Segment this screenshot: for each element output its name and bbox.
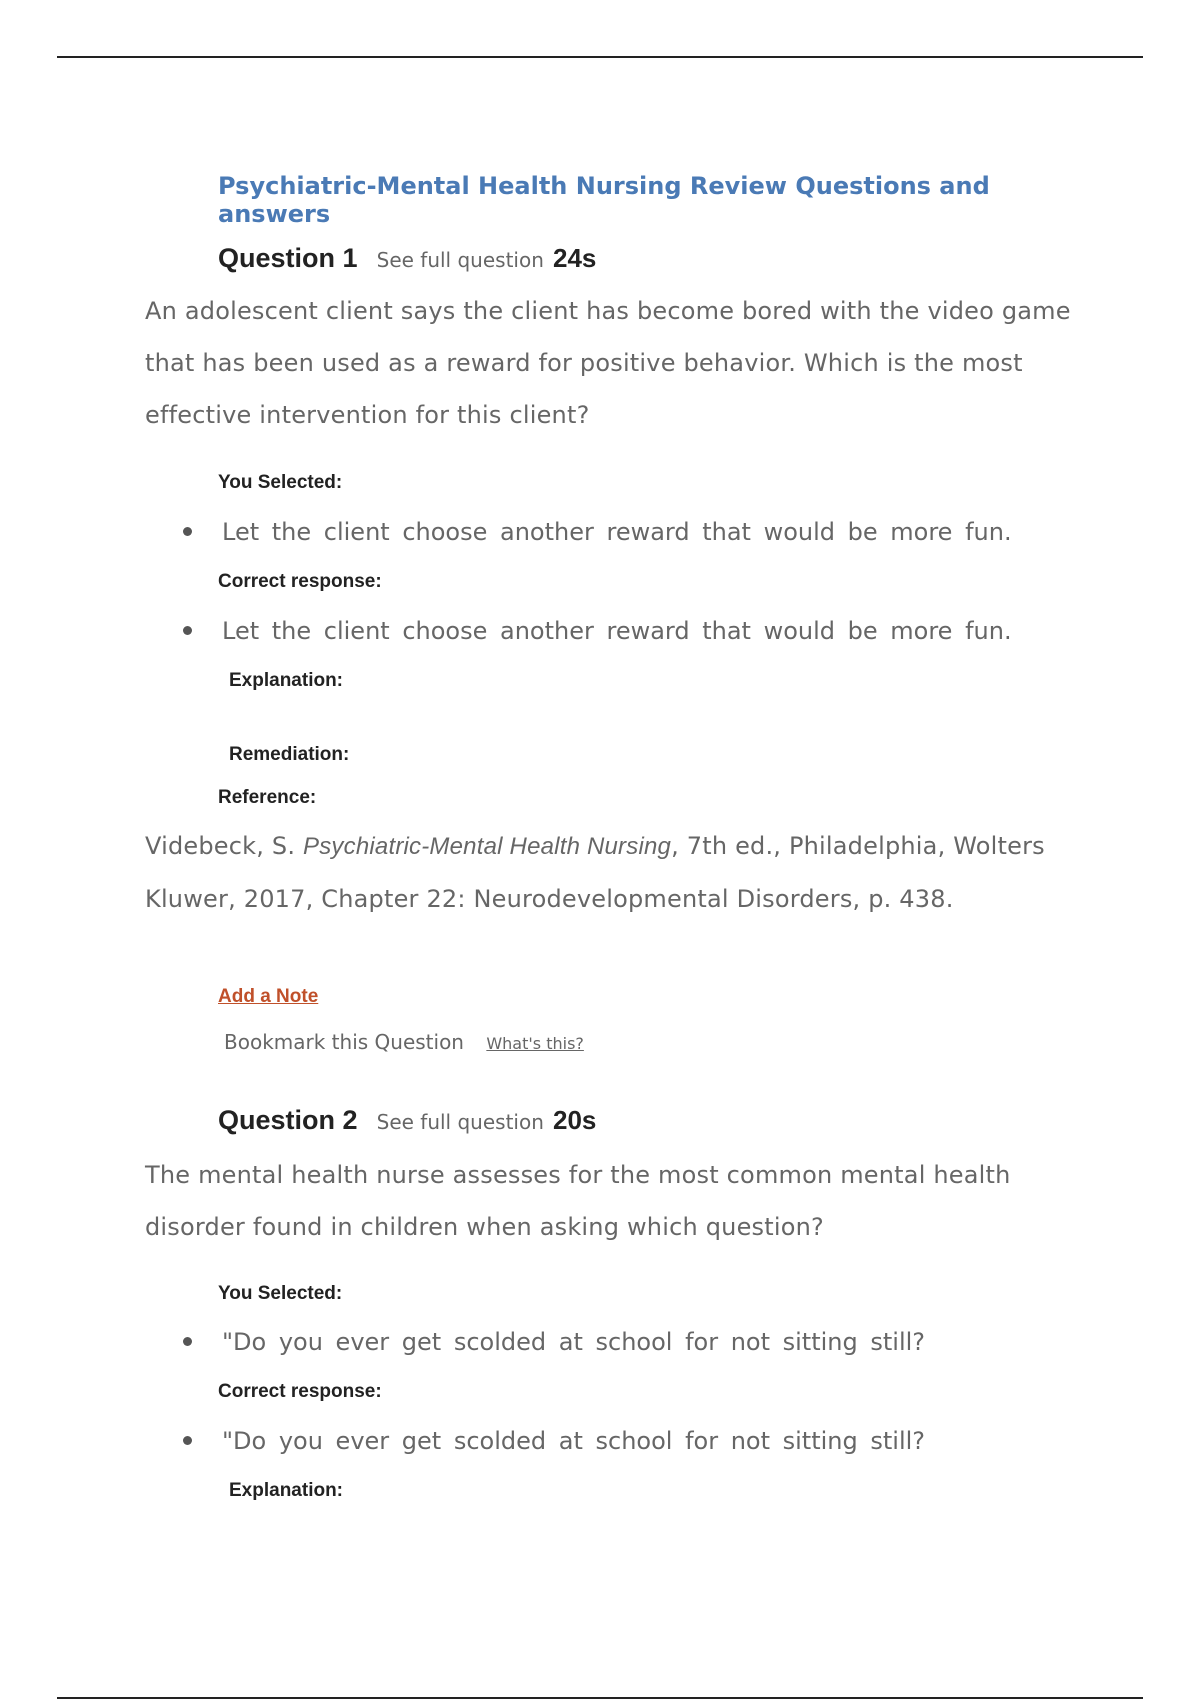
top-rule bbox=[57, 56, 1143, 58]
see-full-question-link[interactable]: See full question bbox=[376, 1110, 544, 1134]
question-1-header bbox=[218, 243, 596, 274]
answer-text: "Do you ever get scolded at school for not sitting still? bbox=[222, 1328, 926, 1356]
reference-authors: Videbeck, S. bbox=[145, 832, 304, 860]
remediation-label: Remediation: bbox=[229, 744, 350, 765]
question-label: Question 1 bbox=[218, 243, 358, 273]
you-selected-label: You Selected: bbox=[218, 1283, 343, 1304]
answer-text: "Do you ever get scolded at school for not sitting still? bbox=[222, 1427, 926, 1455]
answer-text: Let the client choose another reward that would be more fun. bbox=[222, 518, 1012, 546]
bullet-icon bbox=[183, 527, 192, 536]
reference-label: Reference: bbox=[218, 787, 317, 808]
see-full-question-link[interactable]: See full question bbox=[376, 248, 544, 272]
you-selected-answer bbox=[183, 518, 1012, 546]
bookmark-question-toggle[interactable]: Bookmark this Question bbox=[224, 1030, 464, 1054]
reference-text bbox=[145, 820, 1085, 925]
question-2-text: The mental health nurse assesses for the most common mental health disorder found in children when asking which question? bbox=[145, 1161, 1011, 1241]
you-selected-answer bbox=[183, 1328, 925, 1356]
correct-response-answer bbox=[183, 617, 1012, 645]
question-time: 20s bbox=[552, 1105, 597, 1135]
correct-response-answer bbox=[183, 1427, 925, 1455]
reference-details: , 7th ed., Philadelphia, Wolters Kluwer, 2017, Chapter 22: Neurodevelopmental Disorders, p. 438. bbox=[145, 832, 1045, 913]
page-title: Psychiatric-Mental Health Nursing Review Questions and answers bbox=[218, 172, 990, 228]
bullet-icon bbox=[183, 1337, 192, 1346]
question-1-text: An adolescent client says the client has become bored with the video game that has been used as a reward for positive behavior. Which is the most effective intervention for this client? bbox=[145, 297, 1071, 429]
explanation-label: Explanation: bbox=[229, 670, 344, 691]
reference-book-title: Psychiatric-Mental Health Nursing bbox=[303, 833, 672, 860]
you-selected-label: You Selected: bbox=[218, 472, 343, 493]
bullet-icon bbox=[183, 1436, 192, 1445]
bookmark-row bbox=[224, 1030, 584, 1054]
bottom-rule bbox=[57, 1697, 1143, 1699]
correct-response-label: Correct response: bbox=[218, 1381, 382, 1402]
question-label: Question 2 bbox=[218, 1105, 358, 1135]
question-time: 24s bbox=[552, 243, 597, 273]
correct-response-label: Correct response: bbox=[218, 571, 382, 592]
question-2-header bbox=[218, 1105, 596, 1136]
explanation-label: Explanation: bbox=[229, 1480, 344, 1501]
bullet-icon bbox=[183, 626, 192, 635]
whats-this-link[interactable]: What's this? bbox=[486, 1034, 584, 1053]
answer-text: Let the client choose another reward that would be more fun. bbox=[222, 617, 1012, 645]
add-note-link[interactable]: Add a Note bbox=[218, 986, 319, 1007]
